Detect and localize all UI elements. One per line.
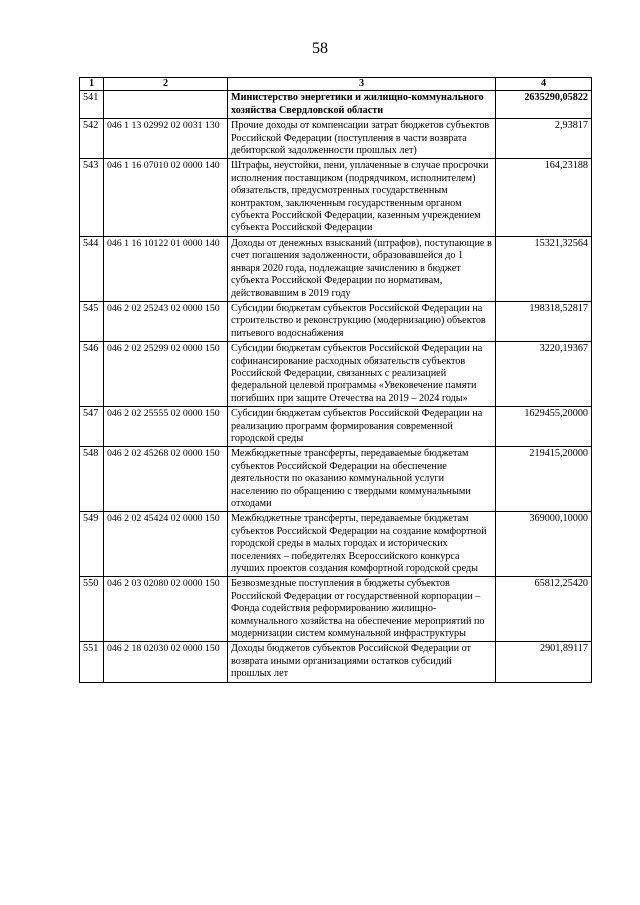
row-number: 547: [80, 407, 104, 447]
row-code: 046 2 02 25243 02 0000 150: [104, 301, 228, 341]
row-code: 046 2 18 02030 02 0000 150: [104, 642, 228, 682]
row-amount: 3220,19367: [496, 342, 592, 407]
row-amount: 369000,10000: [496, 512, 592, 577]
row-amount: 2,93817: [496, 119, 592, 159]
row-number: 541: [80, 91, 104, 119]
table-body: [80, 91, 592, 682]
row-number: 551: [80, 642, 104, 682]
table-row: [80, 91, 592, 119]
header-col-4: 4: [496, 78, 592, 91]
row-name: Штрафы, неустойки, пени, уплаченные в случае просрочки исполнения поставщиком (подрядчиком, исполнителем) обязательств, предусмотренных государственным контрактом, заключенным государственным органом субъекта Российской Федерации, казенным учреждением субъекта Российской Федерации: [228, 159, 496, 236]
header-col-2: 2: [104, 78, 228, 91]
row-amount: 2635290,05822: [496, 91, 592, 119]
row-code: 046 2 02 25299 02 0000 150: [104, 342, 228, 407]
row-number: 543: [80, 159, 104, 236]
table-header-row: [80, 78, 592, 91]
row-number: 548: [80, 447, 104, 512]
row-number: 550: [80, 577, 104, 642]
table-row: [80, 577, 592, 642]
header-col-3: 3: [228, 78, 496, 91]
row-number: 542: [80, 119, 104, 159]
row-code: 046 2 02 25555 02 0000 150: [104, 407, 228, 447]
row-name: Субсидии бюджетам субъектов Российской Федерации на реализацию программ формирования современной городской среды: [228, 407, 496, 447]
table-row: [80, 407, 592, 447]
row-code: 046 1 13 02992 02 0031 130: [104, 119, 228, 159]
row-code: [104, 91, 228, 119]
row-name: Доходы бюджетов субъектов Российской Федерации от возврата иными организациями остатков субсидий прошлых лет: [228, 642, 496, 682]
table-row: [80, 447, 592, 512]
row-code: 046 1 16 07010 02 0000 140: [104, 159, 228, 236]
row-amount: 219415,20000: [496, 447, 592, 512]
row-name: Межбюджетные трансферты, передаваемые бюджетам субъектов Российской Федерации на создание комфортной городской среды в малых городах и исторических поселениях – победителях Всероссийского конкурса лучших проектов создания комфортной городской среды: [228, 512, 496, 577]
header-col-1: 1: [80, 78, 104, 91]
row-number: 545: [80, 301, 104, 341]
row-name: Безвозмездные поступления в бюджеты субъектов Российской Федерации от государственной корпорации – Фонда содействия реформированию жилищно-коммунального хозяйства на обеспечение мероприятий по модернизации систем коммунальной инфраструктуры: [228, 577, 496, 642]
table-row: [80, 642, 592, 682]
row-name: Субсидии бюджетам субъектов Российской Федерации на софинансирование расходных обязательств субъектов Российской Федерации, связанных с реализацией федеральной целевой программы «Увековечение памяти погибших при защите Отечества на 2019 – 2024 годы»: [228, 342, 496, 407]
row-number: 549: [80, 512, 104, 577]
row-number: 546: [80, 342, 104, 407]
row-number: 544: [80, 236, 104, 301]
row-name: Субсидии бюджетам субъектов Российской Федерации на строительство и реконструкцию (модернизацию) объектов питьевого водоснабжения: [228, 301, 496, 341]
row-amount: 198318,52817: [496, 301, 592, 341]
row-amount: 164,23188: [496, 159, 592, 236]
table-row: [80, 301, 592, 341]
table-row: [80, 342, 592, 407]
row-name: Доходы от денежных взысканий (штрафов), поступающие в счет погашения задолженности, образовавшейся до 1 января 2020 года, подлежащие зачислению в бюджет субъекта Российской Федерации по нормативам, действовавшим в 2019 году: [228, 236, 496, 301]
row-name: Межбюджетные трансферты, передаваемые бюджетам субъектов Российской Федерации на обеспечение деятельности по оказанию коммунальной услуги населению по обращению с твердыми коммунальными отходами: [228, 447, 496, 512]
row-code: 046 2 03 02080 02 0000 150: [104, 577, 228, 642]
table-row: [80, 512, 592, 577]
table-row: [80, 159, 592, 236]
table-row: [80, 236, 592, 301]
row-amount: 65812,25420: [496, 577, 592, 642]
row-amount: 15321,32564: [496, 236, 592, 301]
table-row: [80, 119, 592, 159]
page-number: 58: [312, 40, 328, 57]
row-code: 046 1 16 10122 01 0000 140: [104, 236, 228, 301]
row-name: Министерство энергетики и жилищно-коммунального хозяйства Свердловской области: [228, 91, 496, 119]
revenue-table: [79, 77, 592, 683]
row-amount: 1629455,20000: [496, 407, 592, 447]
row-code: 046 2 02 45424 02 0000 150: [104, 512, 228, 577]
row-code: 046 2 02 45268 02 0000 150: [104, 447, 228, 512]
row-name: Прочие доходы от компенсации затрат бюджетов субъектов Российской Федерации (поступления в части возврата дебиторской задолженности прошлых лет): [228, 119, 496, 159]
row-amount: 2901,89117: [496, 642, 592, 682]
